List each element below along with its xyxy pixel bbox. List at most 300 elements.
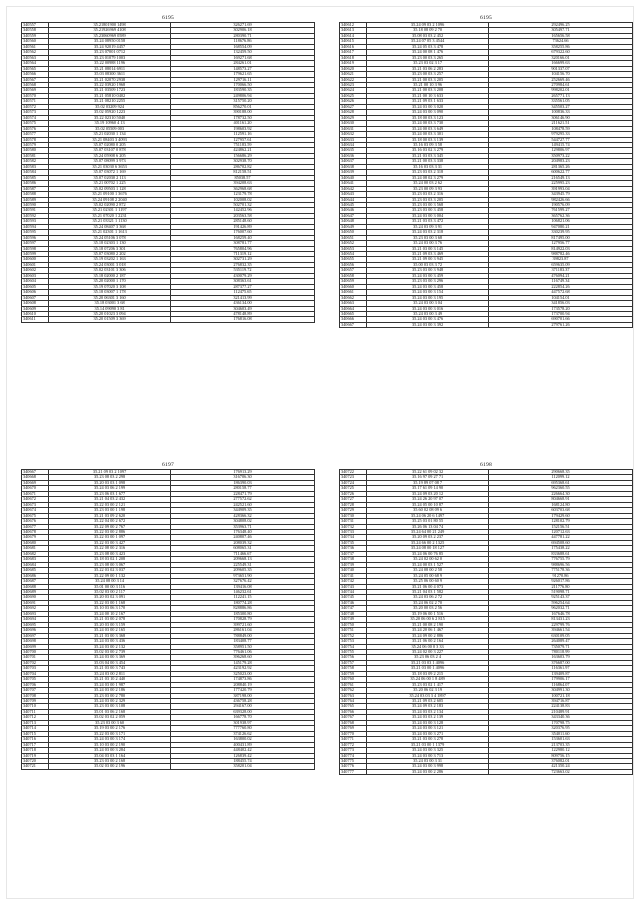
value-cell: 711466.67: [171, 551, 315, 556]
value-cell: 165656.58: [489, 33, 633, 38]
row-id-cell: 340751: [340, 628, 367, 633]
coordinate-cell: 35.24 02 00 3 227: [367, 649, 489, 654]
row-id-cell: 340731: [340, 519, 367, 524]
row-id-cell: 340658: [340, 273, 367, 278]
row-id-cell: 340644: [340, 197, 367, 202]
value-cell: 502701.32: [171, 202, 315, 207]
value-cell: 173578.20: [489, 306, 633, 311]
value-cell: 240807.46: [171, 535, 315, 540]
row-id-cell: 340664: [340, 306, 367, 311]
row-id-cell: 340774: [340, 753, 367, 758]
value-cell: 596254.64: [489, 600, 633, 605]
row-id-cell: 340748: [340, 611, 367, 616]
coordinate-cell: 35.24 08 02 3 279: [367, 175, 489, 180]
row-id-cell: 340571: [22, 99, 49, 104]
value-cell: 358255.86: [489, 44, 633, 49]
coordinate-cell: 35.24 00 03 3 649: [367, 126, 489, 131]
coordinate-cell: 35.14 09090 3 81: [49, 306, 171, 311]
row-id-cell: 340639: [340, 170, 367, 175]
coordinate-cell: 35.24 06 02 2 70: [367, 600, 489, 605]
row-id-cell: 340565: [22, 66, 49, 71]
coordinate-cell: 35.20 09 03 2 237: [367, 535, 489, 540]
row-id-cell: 340757: [340, 660, 367, 665]
value-cell: 139409.87: [489, 671, 633, 676]
row-id-cell: 340637: [340, 159, 367, 164]
coordinate-cell: 35.24 05106 3 078: [49, 235, 171, 240]
row-id-cell: 340722: [340, 470, 367, 475]
row-id-cell: 340706: [22, 682, 49, 687]
coordinate-cell: 35.24 03 03 3 4 1897: [367, 693, 489, 698]
row-id-cell: 340738: [340, 557, 367, 562]
row-id-cell: 340773: [340, 748, 367, 753]
value-cell: 225549.31: [171, 562, 315, 567]
value-cell: 175438.22: [489, 546, 633, 551]
row-id-cell: 340753: [340, 639, 367, 644]
row-id-cell: 340574: [22, 115, 49, 120]
value-cell: 287377.27: [171, 284, 315, 289]
value-cell: 430079.29: [171, 273, 315, 278]
value-cell: 226664.30: [489, 491, 633, 496]
value-cell: 776755.79: [489, 557, 633, 562]
row-id-cell: 340666: [340, 317, 367, 322]
row-id-cell: 340648: [340, 219, 367, 224]
value-cell: 788849.00: [171, 633, 315, 638]
coordinate-cell: 35.24 03 00 3 998: [367, 764, 489, 769]
coordinate-cell: 35.23 03 00 3 296: [367, 279, 489, 284]
row-id-cell: 340619: [340, 61, 367, 66]
value-cell: 998202.01: [489, 88, 633, 93]
row-id-cell: 340686: [22, 573, 49, 578]
row-id-cell: 340762: [340, 688, 367, 693]
row-id-cell: 340678: [22, 529, 49, 534]
row-id-cell: 340561: [22, 44, 49, 49]
coordinate-cell: 35.24 03 00 3 154: [367, 290, 489, 295]
value-cell: 343945.79: [489, 192, 633, 197]
coordinate-cell: 35.10 03 00 2 190: [49, 742, 171, 747]
coordinate-cell: 35.20 03 03 1 098: [49, 480, 171, 485]
coordinate-cell: 35.21 03 00 3 368: [49, 633, 171, 638]
value-cell: 191426.89: [171, 224, 315, 229]
coordinate-cell: 35.24 64 00 21 249: [367, 529, 489, 534]
value-cell: 178732.50: [171, 115, 315, 120]
coordinate-cell: 35.24 03 00 3 016: [367, 306, 489, 311]
row-id-cell: 340625: [340, 93, 367, 98]
row-id-cell: 340695: [22, 622, 49, 627]
coordinate-cell: 35.21 03 00 3 145: [367, 246, 489, 251]
value-cell: 608065.31: [171, 546, 315, 551]
row-id-cell: 340618: [340, 55, 367, 60]
coordinate-cell: 35.24 00 10 2 167: [49, 611, 171, 616]
value-cell: 183408.77: [171, 639, 315, 644]
value-cell: 325023.00: [171, 671, 315, 676]
row-id-cell: 340568: [22, 82, 49, 87]
coordinate-cell: 35.01 03 06 2 168: [49, 709, 171, 714]
value-cell: 812158.51: [171, 170, 315, 175]
coordinate-cell: 35.03 04 00 3 454: [49, 660, 171, 665]
coordinate-cell: 35.02 03209 924: [49, 104, 171, 109]
value-cell: 301938.97: [171, 720, 315, 725]
row-id-cell: 340767: [340, 715, 367, 720]
coordinate-cell: 35.24 03 00 3 76: [367, 241, 489, 246]
coordinate-cell: 35.24 08407 3 368: [49, 224, 171, 229]
coordinate-cell: 35.24 03 00 3 174: [49, 737, 171, 742]
coordinate-cell: 35.21 03 06 2 283: [367, 66, 489, 71]
value-cell: 320166.01: [489, 55, 633, 60]
value-cell: 695368.61: [489, 480, 633, 485]
row-id-cell: 340700: [22, 649, 49, 654]
coordinate-cell: 35.23 03 02 3 17: [367, 61, 489, 66]
value-cell: 177420.79: [171, 688, 315, 693]
value-cell: 285148.60: [171, 219, 315, 224]
value-cell: 174873.86: [171, 677, 315, 682]
row-id-cell: 340632: [340, 132, 367, 137]
coordinate-cell: 35.22 09 00 1 132: [49, 573, 171, 578]
value-cell: 286161.04: [171, 628, 315, 633]
value-cell: 371183.37: [489, 268, 633, 273]
value-cell: 152156.51: [489, 524, 633, 529]
coordinate-cell: 35.21 03 03 3 472: [367, 219, 489, 224]
row-id-cell: 340715: [22, 731, 49, 736]
coordinate-cell: 35.24 03 00 2 186: [49, 688, 171, 693]
row-id-cell: 340693: [22, 611, 49, 616]
coordinate-cell: 35.20 01023 3 094: [49, 312, 171, 317]
value-cell: 242521.60: [171, 502, 315, 507]
coordinate-cell: 35.24 03 00 3 49: [367, 312, 489, 317]
coordinate-cell: 35.24 08 00 18 127: [367, 546, 489, 551]
coordinate-cell: 35.21 02030 1 134: [49, 132, 171, 137]
value-cell: 167646.78: [489, 611, 633, 616]
coordinate-cell: 35.19 10960 4 13: [49, 121, 171, 126]
value-cell: 316706.30: [171, 475, 315, 480]
value-cell: 112241.15: [171, 595, 315, 600]
value-cell: 600622.77: [489, 170, 633, 175]
coordinate-cell: 35.22 03 00 1 097: [49, 535, 171, 540]
row-id-cell: 340616: [340, 44, 367, 49]
row-id-cell: 340667: [340, 322, 367, 327]
coordinate-cell: 35.20 02000 1 170: [49, 279, 171, 284]
coordinate-cell: 35.21 05810 0402: [49, 93, 171, 98]
value-cell: 376082.01: [489, 759, 633, 764]
row-id-cell: 340627: [340, 104, 367, 109]
value-cell: 252669.46: [489, 77, 633, 82]
value-cell: 284261.01: [171, 61, 315, 66]
row-id-cell: 340652: [340, 241, 367, 246]
coordinate-cell: 35.21 03 10 2 440: [49, 677, 171, 682]
row-id-cell: 340745: [340, 595, 367, 600]
row-id-cell: 340662: [340, 295, 367, 300]
data-table: [21, 469, 315, 770]
coordinate-cell: 35.21 02301 1 1613: [49, 230, 171, 235]
value-cell: 120712.63: [489, 529, 633, 534]
coordinate-cell: 35.24 03 00 3 121: [367, 726, 489, 731]
coordinate-cell: 35.00 03 03 3 72: [367, 262, 489, 267]
coordinate-cell: 35.24 08950 0158: [49, 39, 171, 44]
value-cell: 476094.21: [489, 273, 633, 278]
value-cell: 216549.13: [489, 175, 633, 180]
value-cell: 108478.59: [489, 126, 633, 131]
coordinate-cell: 35.21 04 03 1 582: [367, 589, 489, 594]
coordinate-cell: 35.22 03 00 2 121: [49, 502, 171, 507]
coordinate-cell: 35.21 00702 1 225: [49, 181, 171, 186]
row-id-cell: 340578: [22, 137, 49, 142]
row-id-cell: 340696: [22, 628, 49, 633]
coordinate-cell: 35.20 01509 3 369: [49, 317, 171, 322]
value-cell: 146232.61: [171, 589, 315, 594]
coordinate-cell: 35.24 92019 4457: [49, 44, 171, 49]
value-cell: 394208.63: [171, 181, 315, 186]
value-cell: 804668.91: [489, 497, 633, 502]
row-id-cell: 340583: [22, 164, 49, 169]
coordinate-cell: 35.20 03 00 3 159: [49, 622, 171, 627]
row-id-cell: 340558: [22, 28, 49, 33]
value-cell: 112591.16: [171, 132, 315, 137]
row-id-cell: 340712: [22, 715, 49, 720]
row-id-cell: 340765: [340, 704, 367, 709]
value-cell: 982426.66: [489, 197, 633, 202]
row-id-cell: 340764: [340, 699, 367, 704]
value-cell: 436134.00: [171, 301, 315, 306]
value-cell: 139416.08: [171, 584, 315, 589]
coordinate-cell: 35.24 03001 3 018: [49, 262, 171, 267]
value-cell: 723663.02: [489, 769, 633, 774]
value-cell: 281365.26: [489, 164, 633, 169]
row-id-cell: 340746: [340, 600, 367, 605]
row-id-cell: 340719: [22, 753, 49, 758]
value-cell: 315750.20: [171, 99, 315, 104]
coordinate-cell: 35.24 09108 2 2040: [49, 197, 171, 202]
coordinate-cell: 35.24 06 00 1 8 489: [367, 677, 489, 682]
row-id-cell: 340707: [22, 688, 49, 693]
coordinate-cell: 35.24 03 00 3 020: [367, 104, 489, 109]
value-cell: 817495.00: [489, 235, 633, 240]
value-cell: 276832.35: [171, 262, 315, 267]
value-cell: 210489.91: [489, 709, 633, 714]
value-cell: 305497.71: [489, 28, 633, 33]
coordinate-cell: 35.23 03 00 3 948: [367, 268, 489, 273]
value-cell: 100721.18: [489, 693, 633, 698]
value-cell: 765804.96: [171, 246, 315, 251]
coordinate-cell: 35.18 02000 2 187: [49, 273, 171, 278]
row-id-cell: 340564: [22, 61, 49, 66]
value-cell: 833688.61: [489, 551, 633, 556]
value-cell: 290668.35: [489, 470, 633, 475]
row-id-cell: 340656: [340, 262, 367, 267]
row-id-cell: 340677: [22, 524, 49, 529]
row-id-cell: 340609: [22, 306, 49, 311]
coordinate-cell: 35.23 06 03 1 677: [49, 491, 171, 496]
value-cell: 679322.60: [489, 50, 633, 55]
row-id-cell: 340606: [22, 290, 49, 295]
value-cell: 304991.30: [489, 688, 633, 693]
coordinate-cell: 35.02 09503 1 128: [49, 186, 171, 191]
coordinate-cell: 35.24 06 00 0 3 33: [367, 644, 489, 649]
value-cell: 396268.60: [171, 655, 315, 660]
row-id-cell: 340612: [340, 23, 367, 28]
coordinate-cell: 35.16 03 09 3 58: [367, 142, 489, 147]
data-table: [21, 22, 315, 323]
row-id-cell: 340582: [22, 159, 49, 164]
coordinate-cell: 35.23060969 0589: [49, 33, 171, 38]
value-cell: 304808.02: [171, 519, 315, 524]
coordinate-cell: 35.25 03 01 80 55: [367, 519, 489, 524]
row-id-cell: 340663: [340, 301, 367, 306]
row-id-cell: 340680: [22, 540, 49, 545]
value-cell: 335561.05: [489, 99, 633, 104]
coordinate-cell: 35.23 03 03 3 205: [367, 197, 489, 202]
coordinate-cell: 35.21926969 4108: [49, 28, 171, 33]
row-id-cell: 340691: [22, 600, 49, 605]
row-id-cell: 340591: [22, 208, 49, 213]
coordinate-cell: 35.23 03 00 3 458: [367, 208, 489, 213]
value-cell: 365762.36: [489, 213, 633, 218]
value-cell: 390188.00: [171, 110, 315, 115]
table-row: [22, 317, 315, 322]
row-id-cell: 340728: [340, 502, 367, 507]
coordinate-cell: 35.24 00 03 2 62: [367, 181, 489, 186]
coordinate-cell: 35.22 03 00 3 427: [49, 540, 171, 545]
row-id-cell: 340559: [22, 33, 49, 38]
row-id-cell: 340756: [340, 655, 367, 660]
value-cell: 100836.33: [489, 110, 633, 115]
row-id-cell: 340760: [340, 677, 367, 682]
row-id-cell: 340649: [340, 224, 367, 229]
coordinate-cell: 35.02 02090 2 872: [49, 202, 171, 207]
row-id-cell: 340734: [340, 535, 367, 540]
row-id-cell: 340581: [22, 153, 49, 158]
value-cell: 123179.78: [171, 192, 315, 197]
coordinate-cell: 35.21 00 10 3 96: [367, 82, 489, 87]
row-id-cell: 340682: [22, 551, 49, 556]
coordinate-cell: 35.21 09 03 2 605: [367, 699, 489, 704]
row-id-cell: 340669: [22, 480, 49, 485]
row-id-cell: 340617: [340, 50, 367, 55]
coordinate-cell: 35.03 08300 3611: [49, 72, 171, 77]
coordinate-cell: 35.19 89 07 08 7: [367, 480, 489, 485]
value-cell: 176816.08: [171, 317, 315, 322]
value-cell: 809756.15: [489, 753, 633, 758]
row-id-cell: 340562: [22, 50, 49, 55]
coordinate-cell: 35.02 05509 003: [49, 126, 171, 131]
coordinate-cell: 35.21 00 08 2 190: [367, 622, 489, 627]
value-cell: 180774.28: [171, 600, 315, 605]
coordinate-cell: 35.23 00 03 3 265: [367, 55, 489, 60]
coordinate-cell: 35.23 08 00 3 067: [49, 562, 171, 567]
row-id-cell: 340613: [340, 28, 367, 33]
value-cell: 203563.58: [171, 213, 315, 218]
value-cell: 179906.17: [489, 677, 633, 682]
coordinate-cell: 35.23 00 03 3 257: [367, 72, 489, 77]
value-cell: 277572.62: [171, 497, 315, 502]
value-cell: 249806.94: [171, 93, 315, 98]
row-id-cell: 340716: [22, 737, 49, 742]
coordinate-cell: 35.24 03 00 2 132: [49, 644, 171, 649]
row-id-cell: 340634: [340, 142, 367, 147]
value-cell: 327676.42: [171, 579, 315, 584]
quadrant-top-right: [336, 14, 636, 328]
value-cell: 320376.95: [489, 726, 633, 731]
value-cell: 179621.65: [171, 72, 315, 77]
value-cell: 925143.37: [489, 595, 633, 600]
coordinate-cell: 35.01 00 00 3 116: [49, 584, 171, 589]
coordinate-cell: 35.24 03 00 3 284: [49, 748, 171, 753]
value-cell: 166778.70: [171, 715, 315, 720]
value-cell: 973651.90: [171, 573, 315, 578]
quadrant-title: 6195: [162, 15, 174, 21]
coordinate-cell: 35.24 03 03 2 139: [367, 715, 489, 720]
row-id-cell: 340727: [340, 497, 367, 502]
coordinate-cell: 35.20 03 02 3 091: [49, 595, 171, 600]
coordinate-cell: 35.24 03 00 2 329: [49, 699, 171, 704]
coordinate-cell: 35.18 03 09 2 215: [367, 671, 489, 676]
value-cell: 116864.07: [489, 682, 633, 687]
coordinate-cell: 35.24 66 00 2 1325: [367, 540, 489, 545]
coordinate-cell: 35.23 03 02 1 417: [367, 682, 489, 687]
row-id-cell: 340736: [340, 546, 367, 551]
row-id-cell: 340660: [340, 284, 367, 289]
value-cell: 659635.09: [489, 262, 633, 267]
coordinate-cell: 35.24 03 00 3 458: [367, 284, 489, 289]
row-id-cell: 340688: [22, 584, 49, 589]
row-id-cell: 340597: [22, 241, 49, 246]
value-cell: 116749.34: [489, 279, 633, 284]
value-cell: 374126.62: [171, 731, 315, 736]
row-id-cell: 340598: [22, 246, 49, 251]
quadrant-bottom-right: [336, 461, 636, 775]
quadrant-title: 6197: [162, 462, 174, 468]
coordinate-cell: 35.21 00 03 3 338: [367, 159, 489, 164]
row-id-cell: 340610: [22, 312, 49, 317]
row-id-cell: 340702: [22, 660, 49, 665]
row-id-cell: 340698: [22, 639, 49, 644]
coordinate-cell: 35.24 02 00 62 0: [367, 557, 489, 562]
coordinate-cell: 35.18 03 02 1 208: [49, 557, 171, 562]
coordinate-cell: 35.60 02 08 09 6: [367, 508, 489, 513]
value-cell: 128102.79: [489, 519, 633, 524]
coordinate-cell: 35.07 02080 0 205: [49, 142, 171, 147]
row-id-cell: 340628: [340, 110, 367, 115]
coordinate-cell: 35.22 03920 1968: [49, 82, 171, 87]
coordinate-cell: 35.17 61 09 14 90: [367, 486, 489, 491]
coordinate-cell: 35.04 03 03 1 164: [49, 753, 171, 758]
coordinate-cell: 35.24 05908 6 205: [49, 153, 171, 158]
row-id-cell: 340714: [22, 726, 49, 731]
coordinate-cell: 35.02 03 00 2 196: [49, 764, 171, 769]
row-id-cell: 340579: [22, 142, 49, 147]
data-table: [339, 469, 633, 775]
coordinate-cell: 35.02 03 00 2 739: [49, 649, 171, 654]
coordinate-cell: 35.24 03 00 3 128: [367, 720, 489, 725]
row-id-cell: 340735: [340, 540, 367, 545]
coordinate-cell: 35.21 03 00 2 078: [49, 617, 171, 622]
coordinate-cell: 35.24 03 00 3 369: [49, 655, 171, 660]
row-id-cell: 340654: [340, 252, 367, 257]
coordinate-cell: 35.23 01079 1003: [49, 55, 171, 60]
coordinate-cell: 35.24 00 03 3 301: [367, 132, 489, 137]
value-cell: 735079.71: [489, 644, 633, 649]
row-id-cell: 340594: [22, 224, 49, 229]
value-cell: 279761.26: [489, 322, 633, 327]
row-id-cell: 340772: [340, 742, 367, 747]
value-cell: 145179.28: [171, 660, 315, 665]
coordinate-cell: 35.20 06 02 3 19: [367, 688, 489, 693]
row-id-cell: 340683: [22, 557, 49, 562]
row-id-cell: 340705: [22, 677, 49, 682]
row-id-cell: 340701: [22, 655, 49, 660]
table-row: [22, 764, 315, 769]
value-cell: 519098.71: [489, 589, 633, 594]
row-id-cell: 340754: [340, 644, 367, 649]
coordinate-cell: 35.24 09 03 2 1096: [367, 23, 489, 28]
